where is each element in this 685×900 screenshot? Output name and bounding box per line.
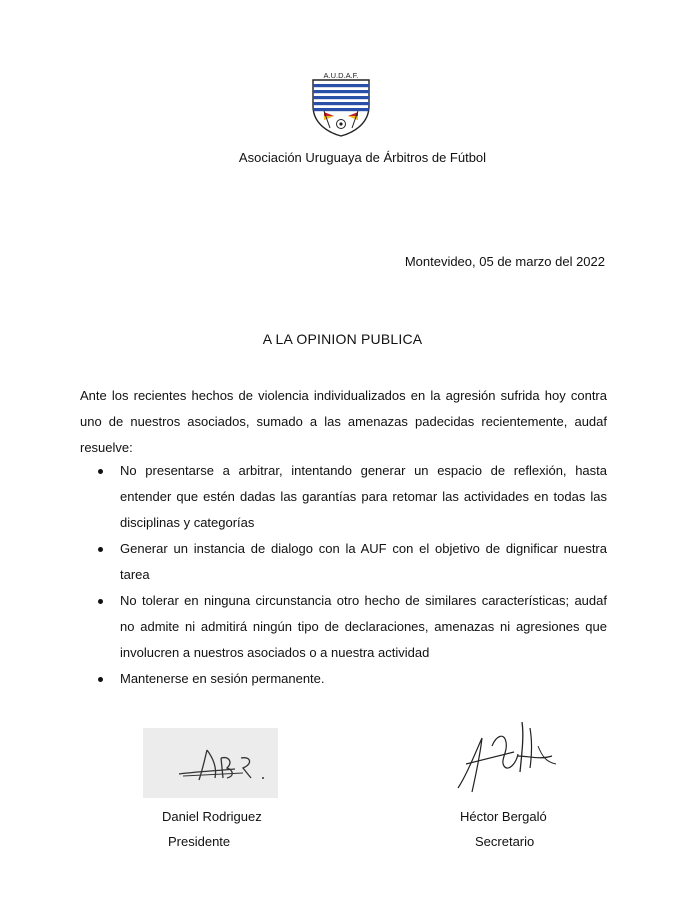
resolution-text: Mantenerse en sesión permanente. <box>120 671 325 686</box>
list-item <box>80 536 607 588</box>
president-name: Daniel Rodriguez <box>162 809 262 824</box>
date-line: Montevideo, 05 de marzo del 2022 <box>404 254 605 269</box>
bullet-icon <box>98 599 103 604</box>
secretary-role: Secretario <box>475 834 535 849</box>
secretary-signature <box>452 716 562 800</box>
organization-name: Asociación Uruguaya de Árbitros de Fútbol <box>238 150 487 165</box>
list-item <box>80 666 607 692</box>
resolution-text: Generar un instancia de dialogo con la AUF con el objetivo de dignificar nuestra tarea <box>120 541 607 582</box>
resolution-text: No tolerar en ninguna circunstancia otro hecho de similares características; audaf no admite ni admitirá ningún tipo de declaraciones, amenazas ni agresiones que involucren a nuestros asociados o a nuestra actividad <box>120 593 607 660</box>
resolution-text: No presentarse a arbitrar, intentando generar un espacio de reflexión, hasta entender que estén dadas las garantías para retomar las actividades en todas las disciplinas y categorías <box>120 463 607 530</box>
list-item <box>80 458 607 536</box>
president-role: Presidente <box>168 834 231 849</box>
president-signature <box>143 728 278 798</box>
bullet-icon <box>98 547 103 552</box>
audaf-shield-logo <box>310 70 372 138</box>
bullet-icon <box>98 469 103 474</box>
secretary-name: Héctor Bergaló <box>460 809 547 824</box>
bullet-icon <box>98 677 103 682</box>
resolutions-list <box>80 458 607 692</box>
intro-paragraph: Ante los recientes hechos de violencia individualizados en la agresión sufrida hoy contra uno de nuestros asociados, sumado a las amenazas padecidas recientemente, audaf resuelve: <box>80 388 607 455</box>
list-item <box>80 588 607 666</box>
logo-text: A.U.D.A.F. <box>323 71 359 80</box>
document-title: A LA OPINION PUBLICA <box>262 331 423 347</box>
